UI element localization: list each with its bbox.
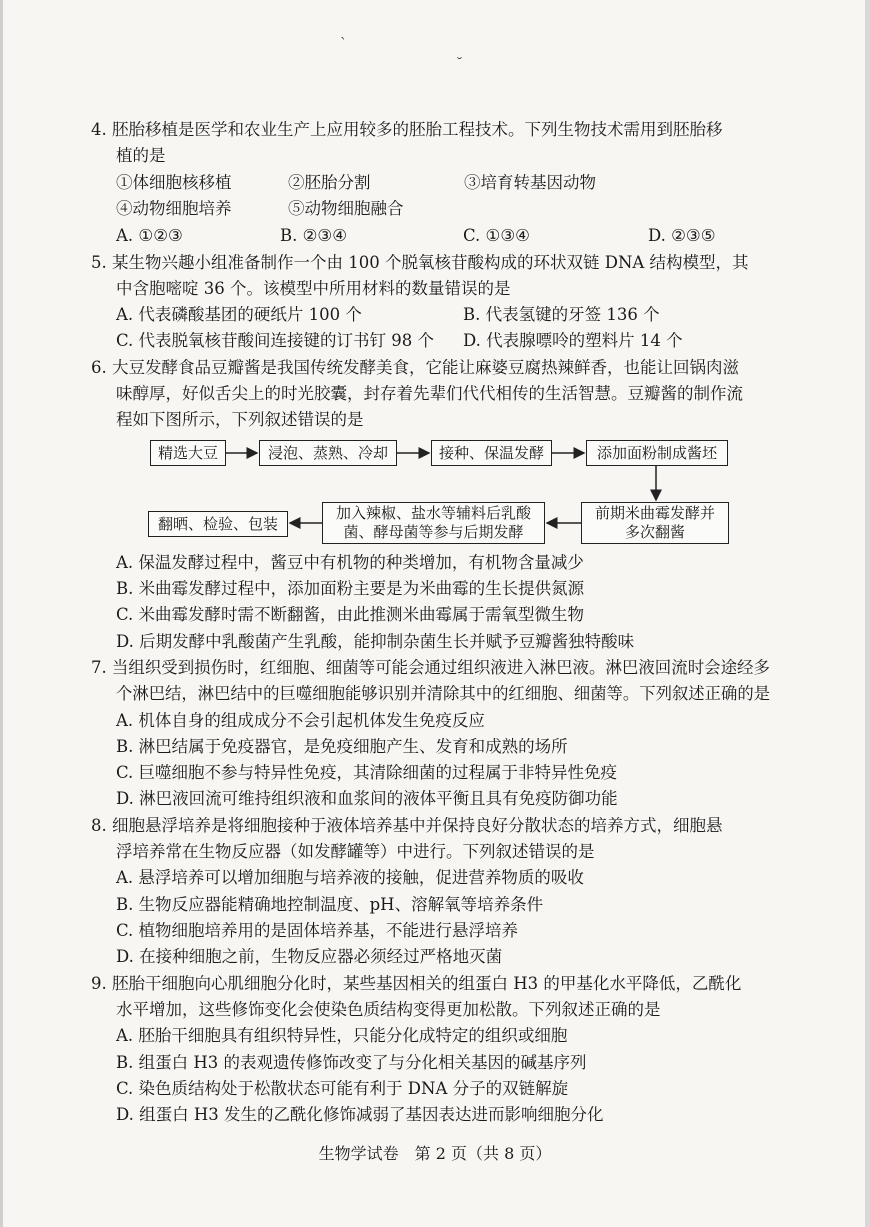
- option-a: A. 机体自身的组成成分不会引起机体发生免疫反应: [116, 711, 485, 730]
- scan-mark: ˘: [456, 56, 463, 72]
- option-d: D. 在接种细胞之前，生物反应器必须经过严格地灭菌: [116, 947, 503, 966]
- flow-step-text: 多次翻酱: [624, 523, 685, 541]
- question-4-stem: 植的是: [116, 146, 166, 165]
- flow-step-text: 加入辣椒、盐水等辅料后乳酸: [335, 504, 531, 522]
- flow-step-select-soybeans: 精选大豆: [150, 440, 226, 466]
- question-5-stem: 5. 某生物兴趣小组准备制作一个由 100 个脱氧核苷酸构成的环状双链 DNA 结构模型，其: [91, 253, 749, 272]
- statement-1: ①体细胞核移植: [116, 173, 232, 192]
- option-a: A. 保温发酵过程中，酱豆中有机物的种类增加，有机物含量减少: [116, 553, 584, 572]
- option-c: C. 米曲霉发酵时需不断翻酱，由此推测米曲霉属于需氧型微生物: [116, 605, 585, 624]
- flow-step-add-flour: 添加面粉制成酱坯: [586, 440, 728, 466]
- question-8-stem: 浮培养常在生物反应器（如发酵罐等）中进行。下列叙述错误的是: [116, 842, 595, 861]
- option-c: C. ①③④: [463, 226, 530, 245]
- statement-3: ③培育转基因动物: [464, 173, 596, 192]
- question-6-stem: 味醇厚，好似舌尖上的时光胶囊，封存着先辈们代代相传的生活智慧。豆瓣酱的制作流: [116, 384, 743, 403]
- option-d: D. 代表腺嘌呤的塑料片 14 个: [463, 331, 683, 350]
- option-d: D. ②③⑤: [648, 226, 716, 245]
- flow-step-text: 菌、酵母菌等参与后期发酵: [343, 523, 524, 541]
- option-a: A. 悬浮培养可以增加细胞与培养液的接触，促进营养物质的吸收: [116, 868, 584, 887]
- question-9-stem: 9. 胚胎干细胞向心肌细胞分化时，某些基因相关的组蛋白 H3 的甲基化水平降低，乙酰化: [91, 974, 742, 993]
- option-d: D. 淋巴液回流可维持组织液和血浆间的液体平衡且具有免疫防御功能: [116, 789, 618, 808]
- question-6-stem: 程如下图所示，下列叙述错误的是: [116, 410, 364, 429]
- option-c: C. 植物细胞培养用的是固体培养基，不能进行悬浮培养: [116, 921, 519, 940]
- question-7-stem: 个淋巴结，淋巴结中的巨噬细胞能够识别并清除其中的红细胞、细菌等。下列叙述正确的是: [116, 684, 771, 703]
- question-9-stem: 水平增加，这些修饰变化会使染色质结构变得更加松散。下列叙述正确的是: [116, 1000, 661, 1019]
- flow-step-soak-steam-cool: 浸泡、蒸熟、冷却: [259, 440, 397, 466]
- question-4-stem: 4. 胚胎移植是医学和农业生产上应用较多的胚胎工程技术。下列生物技术需用到胚胎移: [91, 120, 723, 139]
- question-7-stem: 7. 当组织受到损伤时，红细胞、细菌等可能会通过组织液进入淋巴液。淋巴液回流时会途经多: [91, 658, 770, 677]
- flow-step-inoculate-ferment: 接种、保温发酵: [431, 440, 552, 466]
- option-a: A. ①②③: [116, 226, 183, 245]
- scan-mark: ˋ: [340, 36, 347, 52]
- option-c: C. 巨噬细胞不参与特异性免疫，其清除细菌的过程属于非特异性免疫: [116, 763, 618, 782]
- option-c: C. 代表脱氧核苷酸间连接键的订书钉 98 个: [116, 331, 435, 350]
- option-c: C. 染色质结构处于松散状态可能有利于 DNA 分子的双链解旋: [116, 1079, 569, 1098]
- option-b: B. 组蛋白 H3 的表观遗传修饰改变了与分化相关基因的碱基序列: [116, 1053, 587, 1072]
- option-d: D. 组蛋白 H3 发生的乙酰化修饰减弱了基因表达进而影响细胞分化: [116, 1105, 604, 1124]
- flow-step-dry-inspect-pack: 翻晒、检验、包装: [148, 511, 288, 537]
- question-8-stem: 8. 细胞悬浮培养是将细胞接种于液体培养基中并保持良好分散状态的培养方式，细胞悬: [91, 816, 723, 835]
- option-b: B. 淋巴结属于免疫器官，是免疫细胞产生、发育和成熟的场所: [116, 737, 568, 756]
- option-a: A. 代表磷酸基团的硬纸片 100 个: [116, 305, 362, 324]
- flow-step-text: 前期米曲霉发酵并: [594, 504, 715, 522]
- flow-arrows: [0, 0, 870, 600]
- page-footer: 生物学试卷 第 2 页（共 8 页）: [318, 1144, 552, 1163]
- option-b: B. 米曲霉发酵过程中，添加面粉主要是为米曲霉的生长提供氮源: [116, 579, 585, 598]
- option-d: D. 后期发酵中乳酸菌产生乳酸，能抑制杂菌生长并赋予豆瓣酱独特酸味: [116, 632, 635, 651]
- question-6-stem: 6. 大豆发酵食品豆瓣酱是我国传统发酵美食，它能让麻婆豆腐热辣鲜香，也能让回锅肉滋: [91, 358, 739, 377]
- statement-5: ⑤动物细胞融合: [288, 199, 404, 218]
- question-5-stem: 中含胞嘧啶 36 个。该模型中所用材料的数量错误的是: [116, 279, 511, 298]
- option-b: B. 代表氢键的牙签 136 个: [463, 305, 660, 324]
- statement-2: ②胚胎分割: [288, 173, 371, 192]
- option-a: A. 胚胎干细胞具有组织特异性，只能分化成特定的组织或细胞: [116, 1026, 568, 1045]
- statement-4: ④动物细胞培养: [116, 199, 232, 218]
- option-b: B. 生物反应器能精确地控制温度、pH、溶解氧等培养条件: [116, 895, 544, 914]
- option-b: B. ②③④: [280, 226, 347, 245]
